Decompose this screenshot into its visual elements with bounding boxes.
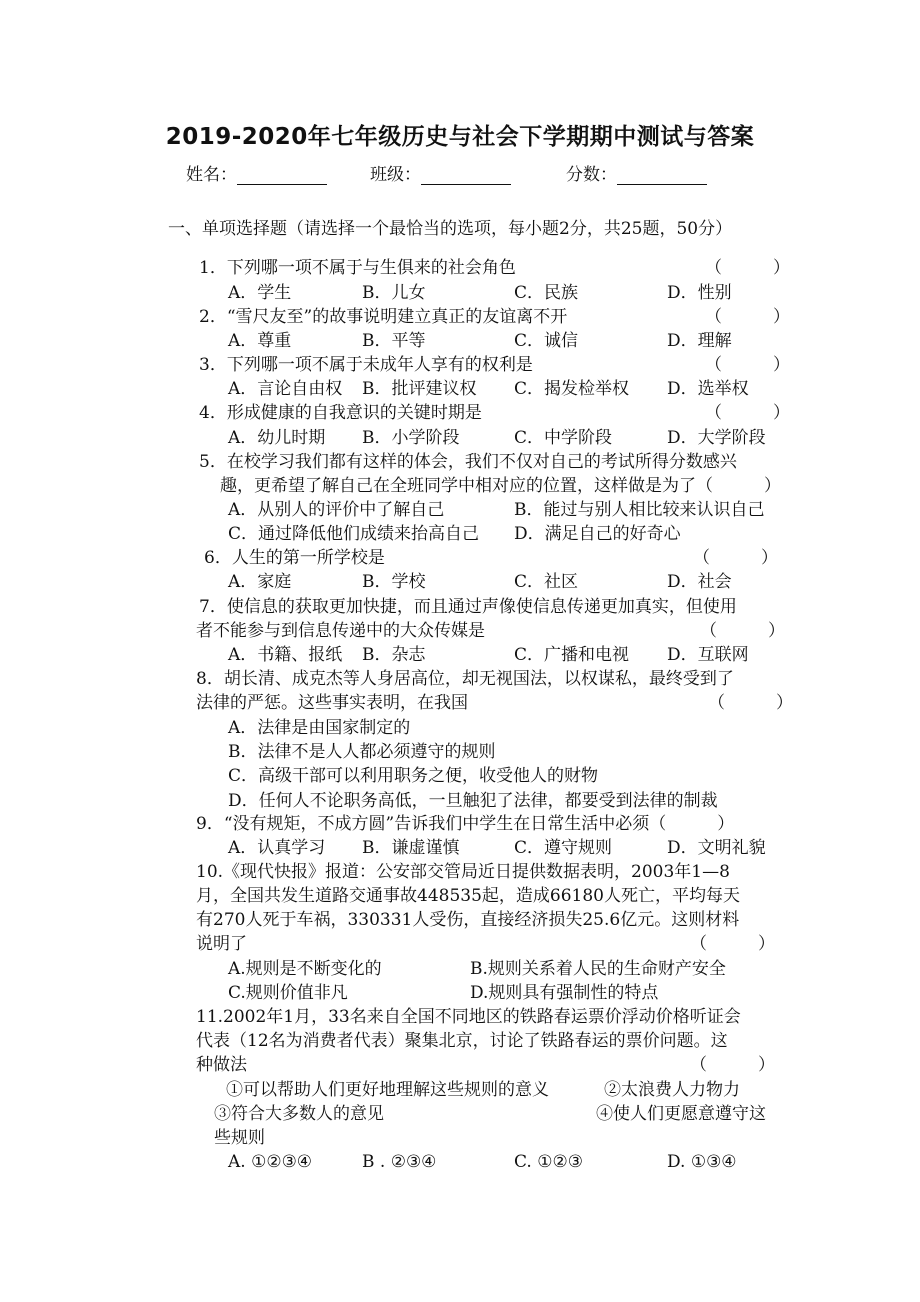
option-a[interactable]: A．认真学习 — [228, 838, 326, 858]
option-b[interactable]: B . ②③④ — [362, 1152, 437, 1172]
option-c[interactable]: C．社区 — [514, 572, 579, 592]
question-stem: 1．下列哪一项不属于与生俱来的社会角色 — [199, 258, 516, 278]
option-c[interactable]: C. ①②③ — [514, 1152, 583, 1172]
question-stem: 3．下列哪一项不属于未成年人享有的权利是 — [199, 355, 533, 375]
statement-4: ④使人们更愿意遵守这 — [596, 1104, 766, 1124]
statement-3: ③符合大多数人的意见 — [214, 1104, 384, 1124]
option-a[interactable]: A．家庭 — [228, 572, 292, 592]
answer-paren[interactable]: （ ） — [690, 1055, 775, 1075]
option-d[interactable]: D.规则具有强制性的特点 — [470, 983, 659, 1003]
option-d[interactable]: D．满足自己的好奇心 — [514, 524, 681, 544]
option-b[interactable]: B．批评建议权 — [362, 379, 477, 399]
option-a[interactable]: A．从别人的评价中了解自己 — [228, 500, 445, 520]
option-a[interactable]: A. ①②③④ — [228, 1152, 313, 1172]
option-b[interactable]: B．法律不是人人都必须遵守的规则 — [228, 742, 496, 762]
question-stem: 说明了 — [196, 934, 247, 954]
class-label: 班级： — [370, 165, 421, 185]
answer-paren[interactable]: （ ） — [700, 621, 785, 641]
question-stem: 7．使信息的获取更加快捷，而且通过声像使信息传递更加真实，但使用 — [199, 597, 737, 617]
answer-paren[interactable]: （ ） — [708, 693, 793, 713]
question-stem: 5．在校学习我们都有这样的体会，我们不仅对自己的考试所得分数感兴 — [199, 452, 737, 472]
statement-1: ①可以帮助人们更好地理解这些规则的意义 — [226, 1080, 549, 1100]
name-label: 姓名： — [186, 165, 237, 185]
question-stem: 月，全国共发生道路交通事故448535起，造成66180人死亡，平均每天 — [196, 886, 740, 906]
option-d[interactable]: D．互联网 — [667, 645, 749, 665]
option-b[interactable]: B．能过与别人相比较来认识自己 — [514, 500, 765, 520]
option-b[interactable]: B．儿女 — [362, 283, 426, 303]
option-d[interactable]: D. ①③④ — [667, 1152, 737, 1172]
option-b[interactable]: B．学校 — [362, 572, 426, 592]
name-blank[interactable] — [237, 167, 327, 185]
question-stem: 6．人生的第一所学校是 — [204, 548, 385, 568]
page-title: 2019-2020年七年级历史与社会下学期期中测试与答案 — [165, 124, 755, 150]
option-a[interactable]: A.规则是不断变化的 — [228, 959, 382, 979]
question-stem: 者不能参与到信息传递中的大众传媒是 — [196, 621, 485, 641]
option-d[interactable]: D．理解 — [667, 331, 732, 351]
question-stem: 有270人死于车祸，330331人受伤，直接经济损失25.6亿元。这则材料 — [196, 910, 740, 930]
option-a[interactable]: A．尊重 — [228, 331, 292, 351]
class-blank[interactable] — [421, 167, 511, 185]
question-stem: 法律的严惩。这些事实表明，在我国 — [196, 693, 468, 713]
answer-paren[interactable]: （ ） — [693, 548, 778, 568]
question-stem: 种做法 — [196, 1055, 247, 1075]
option-c[interactable]: C．揭发检举权 — [514, 379, 630, 399]
option-c[interactable]: C．通过降低他们成绩来抬高自己 — [228, 524, 480, 544]
option-b[interactable]: B．杂志 — [362, 645, 426, 665]
option-c[interactable]: C．广播和电视 — [514, 645, 630, 665]
option-c[interactable]: C．遵守规则 — [514, 838, 613, 858]
question-stem: 11.2002年1月，33名来自全国不同地区的铁路春运票价浮动价格听证会 — [196, 1007, 741, 1027]
option-d[interactable]: D．性别 — [667, 283, 732, 303]
question-stem: 2．“雪尺友至”的故事说明建立真正的友谊离不开 — [199, 307, 568, 327]
question-stem: 代表（12名为消费者代表）聚集北京，讨论了铁路春运的票价问题。这 — [196, 1031, 728, 1051]
option-b[interactable]: B．谦虚谨慎 — [362, 838, 460, 858]
question-stem: 8．胡长清、成克杰等人身居高位，却无视国法，以权谋私，最终受到了 — [196, 669, 734, 689]
option-d[interactable]: D．任何人不论职务高低，一旦触犯了法律，都要受到法律的制裁 — [228, 791, 718, 811]
section-heading: 一、单项选择题（请选择一个最恰当的选项，每小题2分，共25题，50分） — [168, 219, 733, 239]
option-a[interactable]: A．书籍、报纸 — [228, 645, 343, 665]
option-d[interactable]: D．社会 — [667, 572, 732, 592]
name-field[interactable] — [186, 160, 327, 185]
statement-2: ②太浪费人力物力 — [604, 1080, 740, 1100]
answer-paren[interactable]: （ ） — [705, 258, 790, 278]
option-b[interactable]: B．小学阶段 — [362, 428, 460, 448]
score-blank[interactable] — [617, 167, 707, 185]
class-field[interactable] — [370, 160, 511, 185]
option-a[interactable]: A．幼儿时期 — [228, 428, 326, 448]
option-c[interactable]: C．高级干部可以利用职务之便，收受他人的财物 — [228, 766, 599, 786]
option-b[interactable]: B.规则关系着人民的生命财产安全 — [470, 959, 726, 979]
option-c[interactable]: C．中学阶段 — [514, 428, 613, 448]
question-stem: 10.《现代快报》报道：公安部交管局近日提供数据表明，2003年1—8 — [196, 862, 730, 882]
option-c[interactable]: C．民族 — [514, 283, 579, 303]
statement-4-continued: 些规则 — [214, 1128, 265, 1148]
option-c[interactable]: C．诚信 — [514, 331, 579, 351]
answer-paren[interactable]: （ ） — [705, 403, 790, 423]
option-c[interactable]: C.规则价值非凡 — [228, 983, 348, 1003]
option-d[interactable]: D．文明礼貌 — [667, 838, 766, 858]
question-stem: 9．“没有规矩，不成方圆”告诉我们中学生在日常生活中必须（ ） — [196, 814, 735, 834]
option-b[interactable]: B．平等 — [362, 331, 426, 351]
question-stem: 趣，更希望了解自己在全班同学中相对应的位置，这样做是为了（ ） — [220, 476, 781, 496]
answer-paren[interactable]: （ ） — [705, 307, 790, 327]
answer-paren[interactable]: （ ） — [705, 355, 790, 375]
option-d[interactable]: D．大学阶段 — [667, 428, 766, 448]
score-label: 分数： — [566, 165, 617, 185]
answer-paren[interactable]: （ ） — [690, 934, 775, 954]
option-a[interactable]: A．学生 — [228, 283, 292, 303]
question-stem: 4．形成健康的自我意识的关键时期是 — [199, 403, 482, 423]
score-field[interactable] — [566, 160, 707, 185]
option-a[interactable]: A．法律是由国家制定的 — [228, 718, 411, 738]
option-d[interactable]: D．选举权 — [667, 379, 749, 399]
option-a[interactable]: A．言论自由权 — [228, 379, 343, 399]
